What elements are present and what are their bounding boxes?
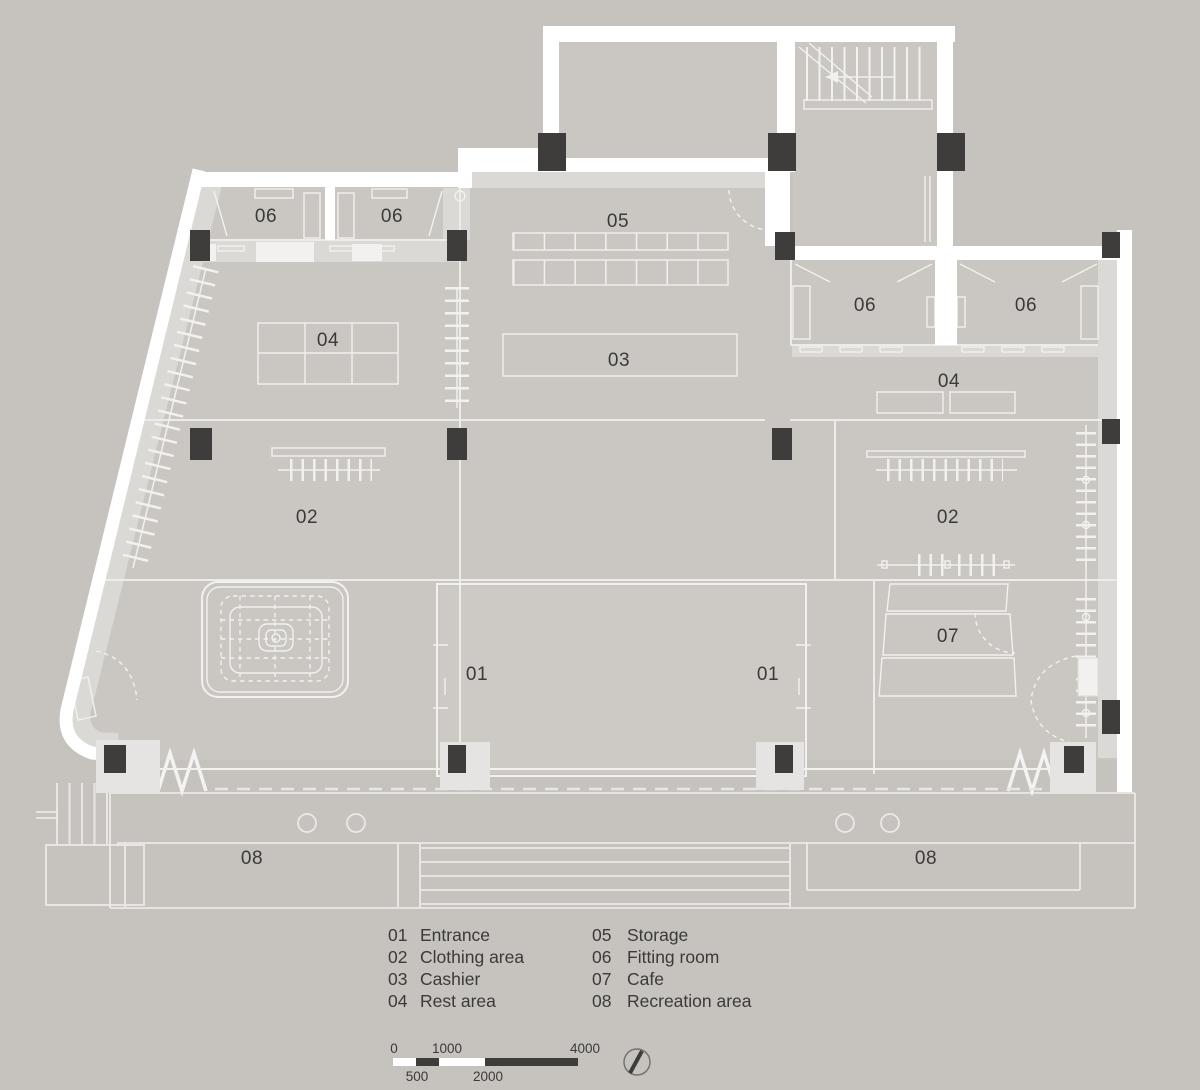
legend-label: Recreation area — [627, 991, 752, 1011]
room-label-cafe: 07 — [936, 626, 960, 647]
room-label-fitting-3: 06 — [853, 295, 877, 316]
legend-num: 01 — [388, 925, 408, 945]
legend-label: Fitting room — [627, 947, 720, 967]
room-label-fitting-4: 06 — [1014, 295, 1038, 316]
room-label-rest-right: 04 — [937, 371, 961, 392]
legend-num: 08 — [592, 991, 612, 1011]
room-label-recreation-right: 08 — [914, 848, 938, 869]
scale-tick: 1000 — [431, 1041, 463, 1056]
room-label-cashier: 03 — [607, 350, 631, 371]
legend-num: 07 — [592, 969, 612, 989]
legend-label: Storage — [627, 925, 689, 945]
scale-tick: 0 — [390, 1041, 398, 1056]
room-label-fitting-2: 06 — [380, 206, 404, 227]
room-label-clothing-right: 02 — [936, 507, 960, 528]
legend-label: Entrance — [420, 925, 491, 945]
room-label-clothing-left: 02 — [295, 507, 319, 528]
legend-num: 04 — [388, 991, 408, 1011]
room-label-entrance-left: 01 — [465, 664, 489, 685]
legend-label: Rest area — [420, 991, 496, 1011]
room-label-entrance-right: 01 — [756, 664, 780, 685]
legend-num: 05 — [592, 925, 612, 945]
room-label-fitting-1: 06 — [254, 206, 278, 227]
scale-tick: 500 — [405, 1069, 429, 1084]
legend-num: 03 — [388, 969, 408, 989]
legend-num: 06 — [592, 947, 612, 967]
legend-label: Cashier — [420, 969, 481, 989]
scale-tick: 2000 — [472, 1069, 504, 1084]
legend-label: Cafe — [627, 969, 664, 989]
room-label-recreation-left: 08 — [240, 848, 264, 869]
room-label-storage: 05 — [606, 211, 630, 232]
scale-tick: 4000 — [569, 1041, 601, 1056]
room-label-rest-left: 04 — [316, 330, 340, 351]
legend-num: 02 — [388, 947, 408, 967]
legend-label: Clothing area — [420, 947, 525, 967]
